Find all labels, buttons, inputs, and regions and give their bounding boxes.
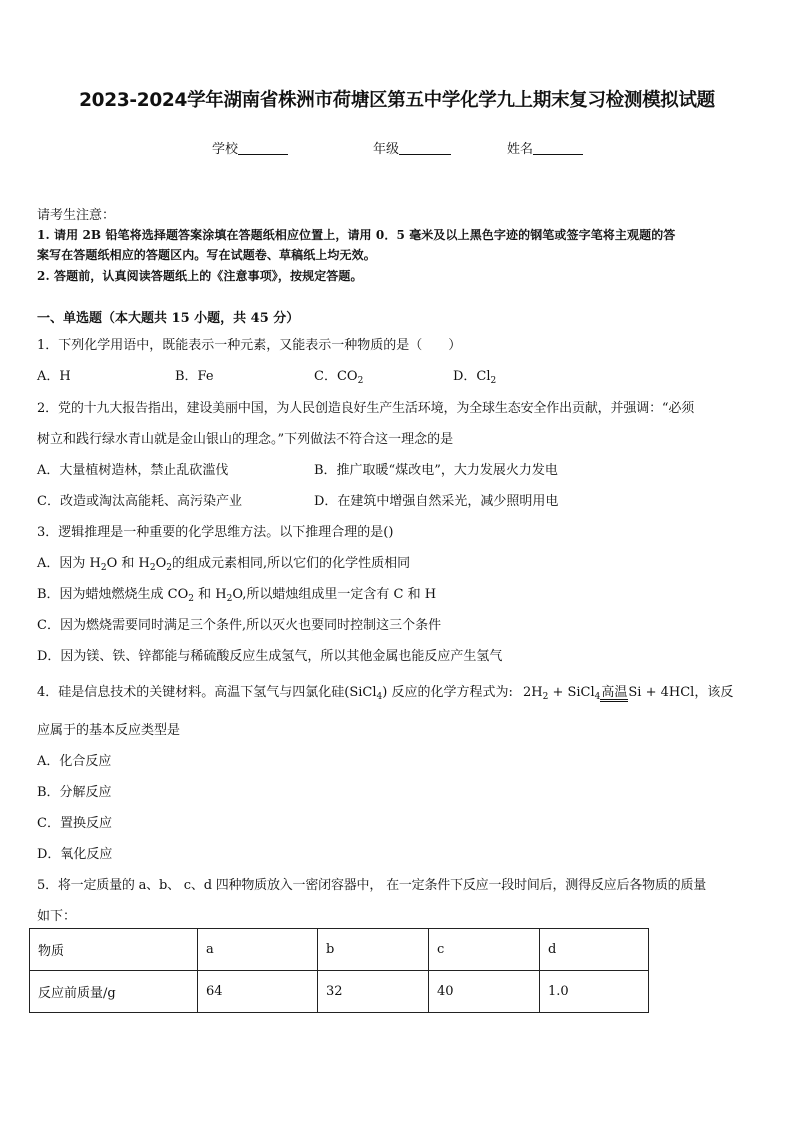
mass-table (29, 928, 649, 1013)
reaction-condition: 高温 (601, 685, 628, 700)
question-1-stem: 1．下列化学用语中，既能表示一种元素，又能表示一种物质的是（ ） (37, 338, 462, 353)
table-cell: d (540, 929, 649, 971)
table-row (30, 971, 649, 1013)
notice-heading: 请考生注意： (37, 208, 116, 223)
table-cell: 反应前质量/g (30, 971, 198, 1013)
question-4-stem-line-2: 应属于的基本反应类型是 (37, 723, 181, 738)
table-cell: 32 (318, 971, 429, 1013)
school-blank[interactable] (238, 141, 288, 155)
question-2-stem-line-1: 2．党的十九大报告指出，建设美丽中国，为人民创造良好生产生活环境，为全球生态安全作出贡献，并强调：“必须 (37, 401, 695, 416)
school-label: 学校 (212, 142, 239, 157)
grade-blank[interactable] (399, 141, 451, 155)
question-4-option-d: D．氧化反应 (37, 847, 113, 862)
question-4-option-c: C．置换反应 (37, 816, 112, 831)
question-5-stem-line-1: 5．将一定质量的 a、b、 c、d 四种物质放入一密闭容器中， 在一定条件下反应一段时间后，测得反应后各物质的质量 (37, 878, 707, 893)
question-2-stem-line-2: 树立和践行绿水青山就是金山银山的理念。”下列做法不符合这一理念的是 (37, 432, 454, 447)
question-2-option-c: C．改造或淘汰高能耗、高污染产业 (37, 494, 242, 509)
section-heading: 一、单选题（本大题共 15 小题，共 45 分） (37, 311, 300, 326)
chemical-equation: $2H_2$ + SiCl$_4$高温Si + 4HCl (522, 685, 695, 702)
notice-line-3: 2. 答题前，认真阅读答题纸上的《注意事项》，按规定答题。 (37, 269, 363, 283)
question-2-option-a: A．大量植树造林，禁止乱砍滥伐 (37, 463, 229, 478)
question-4-option-b: B．分解反应 (37, 785, 112, 800)
question-2-option-d: D．在建筑中增强自然采光，减少照明用电 (314, 494, 559, 509)
question-1-option-d: D．$Cl_2$ (453, 369, 497, 386)
question-3-option-b: B．因为蜡烛燃烧生成 $CO_2$ 和 $H_2O$,所以蜡烛组成里一定含有 C 和 H (37, 587, 437, 604)
question-2-option-b: B．推广取暖“煤改电”，大力发展火力发电 (314, 463, 558, 478)
table-cell: b (318, 929, 429, 971)
name-field (507, 138, 583, 157)
question-1-option-c: C．$CO_2$ (314, 369, 364, 386)
question-3-option-c: C．因为燃烧需要同时满足三个条件,所以灭火也要同时控制这三个条件 (37, 618, 442, 633)
question-3-stem: 3．逻辑推理是一种重要的化学思维方法。以下推理合理的是() (37, 525, 394, 540)
question-5-stem-line-2: 如下： (37, 909, 77, 924)
grade-field (373, 138, 451, 157)
exam-title: 2023-2024学年湖南省株洲市荷塘区第五中学化学九上期末复习检测模拟试题 (79, 90, 715, 111)
table-cell: 40 (429, 971, 540, 1013)
question-1-option-a: A．H (37, 369, 71, 384)
question-4-stem-line-1: 4．硅是信息技术的关键材料。高温下氢气与四氯化硅(SiCl$_4$) 反应的化学方程式为: $2H_2$ + SiCl$_4$高温Si + 4HCl，该反 (37, 685, 734, 702)
question-3-option-d: D．因为镁、铁、锌都能与稀硫酸反应生成氢气，所以其他金属也能反应产生氢气 (37, 649, 503, 664)
table-cell: c (429, 929, 540, 971)
school-field (212, 138, 288, 157)
grade-label: 年级 (373, 142, 400, 157)
name-blank[interactable] (533, 141, 583, 155)
name-label: 姓名 (507, 142, 534, 157)
table-header-row (30, 929, 649, 971)
question-1-option-b: B．Fe (175, 369, 214, 384)
question-4-option-a: A．化合反应 (37, 754, 112, 769)
table-cell: a (198, 929, 318, 971)
table-cell: 64 (198, 971, 318, 1013)
notice-line-2: 案写在答题纸相应的答题区内。写在试题卷、草稿纸上均无效。 (37, 248, 376, 262)
table-cell: 1.0 (540, 971, 649, 1013)
question-3-option-a: A．因为 $H_2O$ 和 $H_2O_2$的组成元素相同,所以它们的化学性质相同 (37, 556, 411, 573)
table-cell: 物质 (30, 929, 198, 971)
notice-line-1: 1. 请用 2B 铅笔将选择题答案涂填在答题纸相应位置上，请用 0．5 毫米及以上黑色字迹的钢笔或签字笔将主观题的答 (37, 228, 676, 242)
